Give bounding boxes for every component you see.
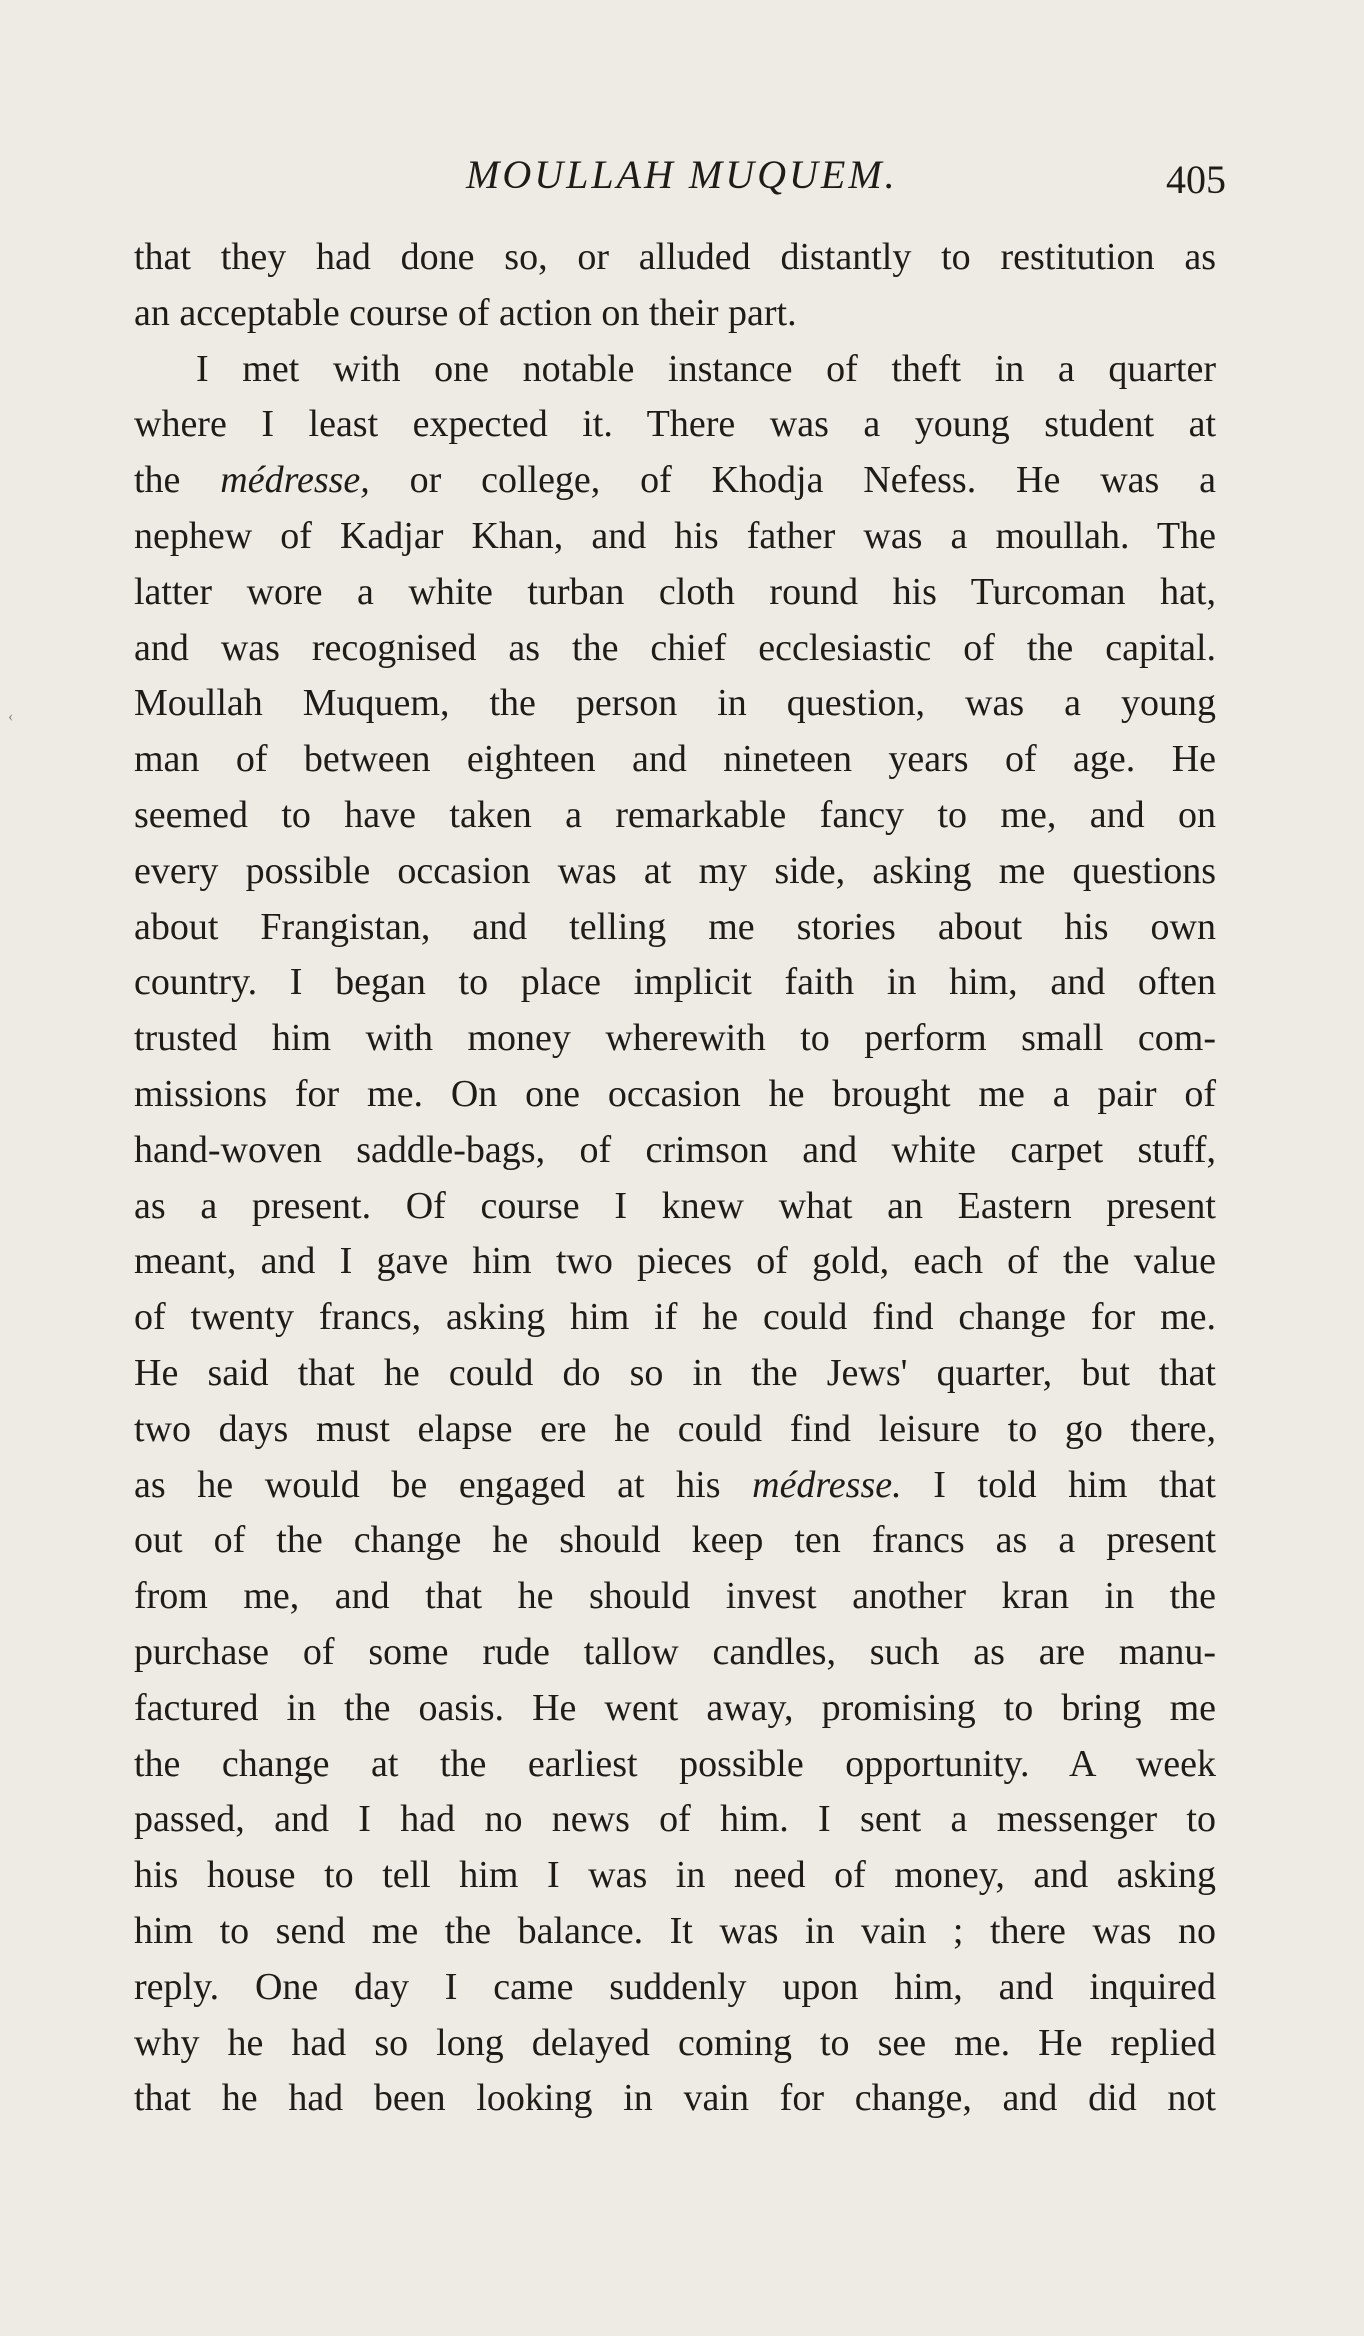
text-segment: nephew of Kadjar Khan, and his father was a moullah. The: [134, 514, 1216, 557]
text-line: [134, 955, 1216, 1011]
margin-speck: ‹: [8, 708, 14, 725]
text-line: [134, 1402, 1216, 1458]
text-line: [134, 1513, 1216, 1569]
text-line: [134, 286, 1216, 342]
page-number: 405: [1166, 157, 1226, 202]
text-segment: country. I began to place implicit faith in him, and often: [134, 961, 1216, 1004]
text-segment: Moullah Muquem, the person in question, was a young: [134, 682, 1216, 725]
text-line: [134, 676, 1216, 732]
text-line: [134, 900, 1216, 956]
text-segment: or college, of Khodja Nefess. He was a: [369, 459, 1216, 502]
text-segment: an acceptable course of action on their part.: [134, 291, 797, 334]
running-head: [0, 150, 1364, 200]
text-segment: factured in the oasis. He went away, promising to bring me: [134, 1686, 1216, 1729]
text-line: [134, 1290, 1216, 1346]
text-line: [134, 1123, 1216, 1179]
text-segment: out of the change he should keep ten francs as a present: [134, 1519, 1216, 1562]
text-segment: him to send me the balance. It was in vain ; there was no: [134, 1909, 1216, 1952]
text-line: [134, 732, 1216, 788]
text-line: [134, 2016, 1216, 2072]
text-segment: reply. One day I came suddenly upon him, and inquired: [134, 1965, 1216, 2008]
text-segment: passed, and I had no news of him. I sent a messenger to: [134, 1798, 1216, 1841]
text-segment: trusted him with money wherewith to perform small com-: [134, 1017, 1216, 1060]
text-segment: missions for me. On one occasion he brought me a pair of: [134, 1072, 1216, 1115]
text-segment: from me, and that he should invest another kran in the: [134, 1575, 1216, 1618]
text-line: [134, 788, 1216, 844]
text-segment: about Frangistan, and telling me stories about his own: [134, 905, 1216, 948]
text-segment: as a present. Of course I knew what an Eastern present: [134, 1184, 1216, 1227]
text-line: [134, 1179, 1216, 1235]
text-segment: I told him that: [901, 1463, 1216, 1506]
text-segment: why he had so long delayed coming to see me. He replied: [134, 2021, 1216, 2064]
text-line: [134, 1067, 1216, 1123]
text-line: [134, 2071, 1216, 2127]
text-line: [134, 621, 1216, 677]
text-segment: that he had been looking in vain for change, and did not: [134, 2077, 1216, 2120]
text-line: [134, 1625, 1216, 1681]
body-text: [134, 230, 1216, 2127]
text-line: [134, 565, 1216, 621]
text-line: [134, 1960, 1216, 2016]
text-line: [134, 1569, 1216, 1625]
italic-term: médresse,: [220, 459, 370, 502]
text-segment: of twenty francs, asking him if he could find change for me.: [134, 1296, 1216, 1339]
text-segment: I met with one notable instance of theft in a quarter: [196, 347, 1216, 390]
text-line: [134, 1346, 1216, 1402]
running-title: MOULLAH MUQUEM.: [466, 152, 898, 197]
italic-term: médresse.: [752, 1463, 902, 1506]
text-line: [134, 1681, 1216, 1737]
text-segment: where I least expected it. There was a young student at: [134, 403, 1216, 446]
text-segment: man of between eighteen and nineteen years of age. He: [134, 738, 1216, 781]
text-line: [134, 1904, 1216, 1960]
text-segment: latter wore a white turban cloth round his Turcoman hat,: [134, 570, 1216, 613]
text-segment: the change at the earliest possible opportunity. A week: [134, 1742, 1216, 1785]
text-segment: two days must elapse ere he could find leisure to go there,: [134, 1407, 1216, 1450]
text-line: [134, 1234, 1216, 1290]
text-segment: the: [134, 459, 221, 502]
text-line: [134, 453, 1216, 509]
text-line: [134, 509, 1216, 565]
text-line: [134, 1458, 1216, 1514]
text-segment: every possible occasion was at my side, asking me questions: [134, 849, 1216, 892]
text-line: [134, 844, 1216, 900]
text-segment: and was recognised as the chief ecclesiastic of the capital.: [134, 626, 1216, 669]
text-line: [134, 342, 1216, 398]
text-line: [134, 1848, 1216, 1904]
text-segment: He said that he could do so in the Jews' quarter, but that: [134, 1351, 1216, 1394]
text-line: [134, 397, 1216, 453]
text-segment: meant, and I gave him two pieces of gold, each of the value: [134, 1240, 1216, 1283]
text-line: [134, 1011, 1216, 1067]
text-line: [134, 1737, 1216, 1793]
text-segment: that they had done so, or alluded distantly to restitution as: [134, 236, 1216, 278]
text-segment: hand-woven saddle-bags, of crimson and white carpet stuff,: [134, 1128, 1216, 1171]
text-segment: as he would be engaged at his: [134, 1463, 753, 1506]
text-segment: his house to tell him I was in need of money, and asking: [134, 1854, 1216, 1897]
text-line: [134, 230, 1216, 286]
text-line: [134, 1792, 1216, 1848]
text-segment: seemed to have taken a remarkable fancy to me, and on: [134, 793, 1216, 836]
text-segment: purchase of some rude tallow candles, such as are manu-: [134, 1630, 1216, 1673]
